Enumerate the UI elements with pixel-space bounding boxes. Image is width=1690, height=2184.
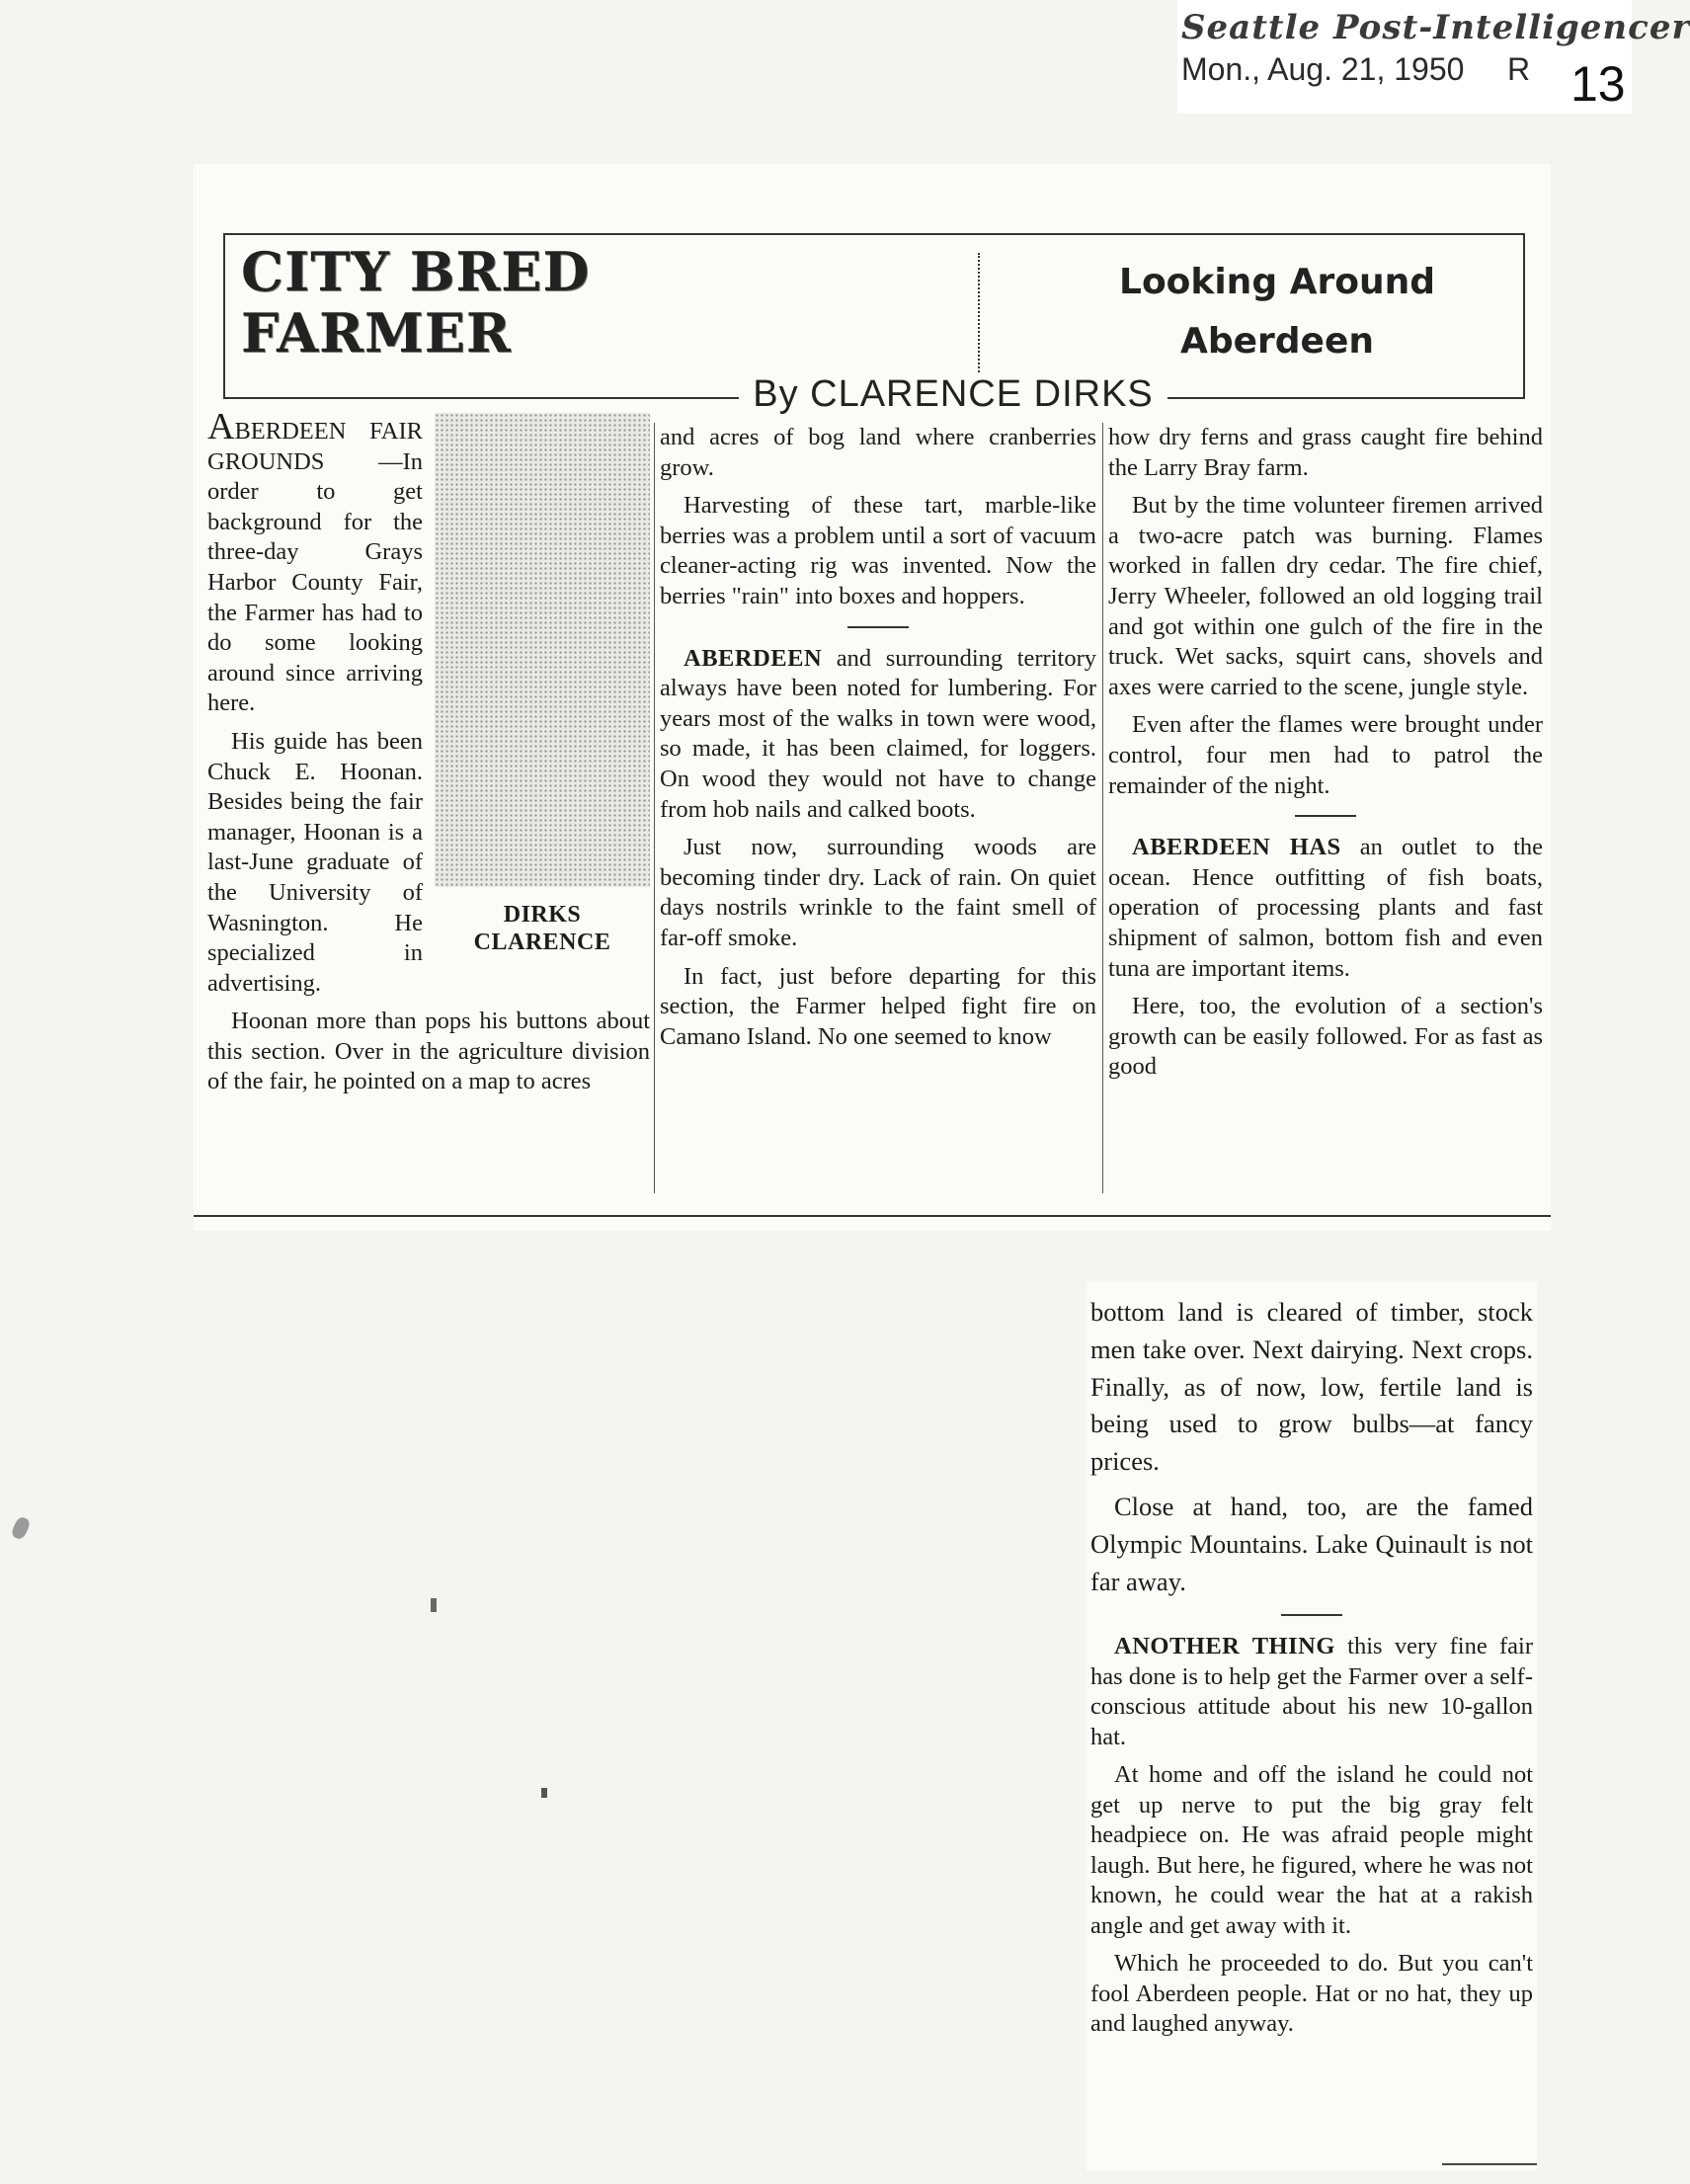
paragraph-kicker: ANOTHER THING bbox=[1114, 1633, 1335, 1660]
paragraph: Even after the flames were brought under control, four men had to patrol the remainder of the night. bbox=[1108, 711, 1543, 799]
date-stamp bbox=[1177, 0, 1690, 114]
stamp-masthead: Seattle Post-Intelligencer bbox=[1181, 8, 1690, 47]
paragraph: But by the time volunteer firemen arrived a two-acre patch was burning. Flames worked in fallen dry cedar. The fire chief, Jerry Wheeler, followed an old logging trail and got within one gulch of the fire in the truck. Wet sacks, squirt cans, shovels and axes were carried to the scene, jungle style. bbox=[1108, 492, 1543, 700]
paragraph-text: and surrounding territory always have been noted for lumbering. For years most of the walks in town were wood, so made, it has been claimed, for loggers. On wood they would not have to change from hob nails and calked boots. bbox=[660, 644, 1096, 823]
author-portrait-image bbox=[435, 413, 650, 887]
paragraph: how dry ferns and grass caught fire behind the Larry Bray farm. bbox=[1108, 424, 1543, 481]
paragraph: Close at hand, too, are the famed Olympic Mountains. Lake Quinault is not far away. bbox=[1090, 1491, 1533, 1596]
paragraph-text: an outlet to the ocean. Hence outfitting of fish boats, operation of processing plants and fast shipment of salmon, bottom fish and even tuna are important items. bbox=[1108, 834, 1543, 982]
paragraph: Just now, surrounding woods are becoming tinder dry. Lack of rain. On quiet days nostrils wrinkle to the faint smell of far-off smoke. bbox=[660, 834, 1096, 951]
paragraph: At home and off the island he could not get up nerve to put the big gray felt headpiece on. He was afraid people might laugh. But here, he figured, where he was not known, he could wear the hat at a rakish angle and get away with it. bbox=[1090, 1761, 1533, 1939]
column-title bbox=[241, 241, 590, 364]
stamp-page-number: 13 bbox=[1570, 56, 1626, 112]
photo-caption-line-2: CLARENCE bbox=[473, 930, 611, 955]
section-separator bbox=[847, 626, 909, 628]
scan-speck bbox=[541, 1788, 547, 1798]
column-title-line-2: FARMER bbox=[241, 301, 512, 364]
paragraph-kicker: ABERDEEN HAS bbox=[1132, 834, 1341, 861]
text-column-continuation bbox=[1090, 1294, 1533, 2048]
column-subhead-line-1: Looking Around bbox=[1119, 262, 1435, 302]
photo-caption-line-1: DIRKS bbox=[503, 902, 582, 928]
paragraph-text: BERDEEN FAIR GROUNDS —In order to get background for the three-day Grays Harbor County Fair, the Farmer has had to do some looking around since arriving here. bbox=[207, 418, 423, 717]
column-subhead-line-2: Aberdeen bbox=[1179, 321, 1375, 362]
paragraph: Here, too, the evolution of a section's growth can be easily followed. For as fast as good bbox=[1108, 993, 1543, 1081]
byline: By CLARENCE DIRKS bbox=[739, 373, 1167, 416]
author-photo bbox=[435, 413, 650, 956]
paragraph: Harvesting of these tart, marble-like berries was a problem until a sort of vacuum cleaner-acting rig was invented. Now the berries "rain" into boxes and hoppers. bbox=[660, 492, 1096, 609]
section-separator bbox=[1295, 815, 1356, 817]
paragraph: bottom land is cleared of timber, stock men take over. Next dairying. Next crops. Finally, as of now, low, fertile land is being used to grow bulbs—at fancy prices. bbox=[1090, 1297, 1533, 1477]
drop-cap: A bbox=[207, 406, 235, 447]
paragraph bbox=[1108, 833, 1543, 984]
stamp-date: Mon., Aug. 21, 1950 bbox=[1181, 51, 1465, 87]
paragraph: Hoonan more than pops his buttons about this section. Over in the agriculture division of the fair, he pointed on a map to acres bbox=[207, 1008, 650, 1095]
article-clipping-continuation bbox=[1086, 1282, 1537, 2171]
paragraph-text: this very fine fair has done is to help get the Farmer over a self-conscious attitude about his new 10-gallon hat. bbox=[1090, 1633, 1533, 1750]
scan-speck bbox=[10, 1515, 32, 1541]
stamp-edition: R bbox=[1507, 51, 1531, 87]
scan-speck bbox=[431, 1598, 437, 1612]
paragraph: and acres of bog land where cranberries grow. bbox=[660, 424, 1096, 481]
article-bottom-rule bbox=[194, 1215, 1551, 1217]
column-rule bbox=[654, 423, 655, 1193]
paragraph bbox=[660, 644, 1096, 826]
paragraph: His guide has been Chuck E. Hoonan. Besides being the fair manager, Hoonan is a last-June graduate of the University of Wasnington. He specialized in advertising. bbox=[207, 727, 423, 997]
text-column-2 bbox=[660, 423, 1096, 1060]
section-separator bbox=[1281, 1614, 1342, 1616]
column-subhead bbox=[1045, 253, 1509, 371]
text-column-3 bbox=[1108, 423, 1543, 1091]
paragraph: Which he proceeded to do. But you can't fool Aberdeen people. Hat or no hat, they up and laughed anyway. bbox=[1090, 1950, 1533, 2038]
text-column-1 bbox=[207, 406, 650, 1105]
paragraph: In fact, just before departing for this section, the Farmer helped fight fire on Camano Island. No one seemed to know bbox=[660, 962, 1096, 1050]
paragraph bbox=[1090, 1632, 1533, 1752]
photo-caption bbox=[435, 901, 650, 956]
article-clipping-main bbox=[194, 164, 1551, 1231]
continuation-end-rule bbox=[1442, 2163, 1537, 2165]
paragraph-kicker: ABERDEEN bbox=[684, 644, 823, 672]
column-title-line-1: CITY BRED bbox=[241, 240, 591, 303]
headline-divider bbox=[978, 253, 980, 379]
column-rule bbox=[1102, 423, 1103, 1193]
